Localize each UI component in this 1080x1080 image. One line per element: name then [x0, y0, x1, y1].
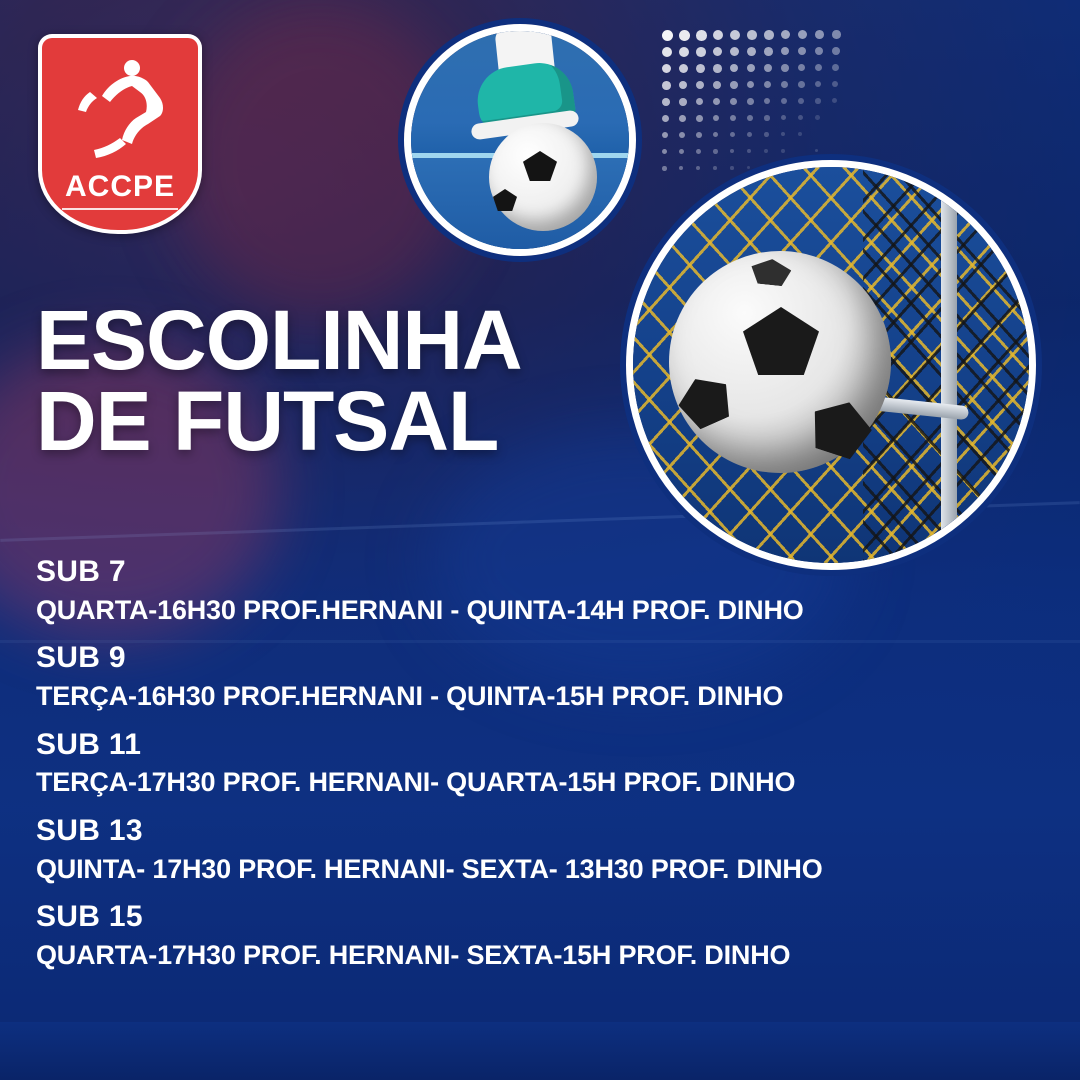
dot [764, 115, 770, 121]
dot [764, 64, 772, 72]
dot [764, 47, 773, 56]
dot [798, 30, 807, 39]
dot [781, 149, 785, 153]
dot [815, 115, 820, 120]
dot [662, 30, 673, 41]
dot [815, 30, 824, 39]
schedule-group [36, 638, 1046, 714]
schedule-category: SUB 9 [36, 641, 126, 675]
dot [713, 30, 723, 40]
dot [713, 115, 719, 121]
dot [679, 81, 687, 89]
dot [713, 149, 718, 154]
dot [781, 132, 785, 136]
dot [696, 64, 705, 73]
logo-shield [38, 34, 202, 234]
schedule-details: QUARTA-16H30 PROF.HERNANI - QUINTA-14H PROF. DINHO [36, 594, 804, 625]
dot [832, 64, 839, 71]
dot [747, 149, 751, 153]
dot [679, 132, 685, 138]
dot [679, 115, 686, 122]
dot [713, 132, 718, 137]
dot [815, 81, 821, 87]
schedule-category: SUB 13 [36, 813, 143, 847]
schedule-group [36, 552, 1046, 628]
schedule-group [36, 897, 1046, 973]
dot [815, 98, 821, 104]
logo-divider [62, 208, 178, 210]
dot [662, 132, 668, 138]
dot [747, 47, 756, 56]
dot [730, 81, 738, 89]
schedule-details: TERÇA-16H30 PROF.HERNANI - QUINTA-15H PROF. DINHO [36, 680, 784, 711]
dot [798, 132, 802, 136]
photo-goal-background [633, 167, 1029, 563]
headline-line-1: ESCOLINHA [36, 293, 522, 387]
goal-post [941, 167, 957, 563]
dot [662, 98, 670, 106]
dot [730, 98, 737, 105]
page-title [36, 293, 676, 468]
dot [781, 64, 789, 72]
dot [662, 149, 667, 154]
schedule-group [36, 811, 1046, 887]
dot [713, 47, 722, 56]
dot [764, 149, 768, 153]
dot [832, 98, 837, 103]
dot [662, 81, 671, 90]
dot [764, 81, 771, 88]
dot [713, 81, 721, 89]
dot [747, 81, 754, 88]
dot [679, 47, 689, 57]
dot [798, 98, 804, 104]
dot [832, 47, 840, 55]
dot [696, 149, 701, 154]
dot [798, 47, 806, 55]
dot [696, 30, 707, 41]
dot [662, 64, 671, 73]
photo-shoe-background [411, 31, 629, 249]
dot [713, 64, 722, 73]
dot [815, 64, 822, 71]
ball-panel [750, 257, 792, 287]
dot [764, 98, 770, 104]
headline-line-2: DE FUTSAL [36, 373, 499, 468]
photo-ball-in-goal [626, 160, 1036, 570]
ball-panel [743, 307, 819, 375]
dot [832, 30, 841, 39]
dot [679, 98, 687, 106]
dot [781, 30, 790, 39]
accpe-logo [38, 34, 202, 234]
bottom-band [0, 1022, 1080, 1080]
dot [730, 149, 734, 153]
dot [713, 98, 720, 105]
dot [764, 132, 769, 137]
dot [730, 30, 740, 40]
dot [798, 81, 805, 88]
dot [696, 132, 702, 138]
dot [798, 64, 805, 71]
photo-shoe-and-ball [404, 24, 636, 256]
dot [747, 30, 757, 40]
photo-small-ball [489, 123, 597, 231]
schedule-details: TERÇA-17H30 PROF. HERNANI- QUARTA-15H PROF. DINHO [36, 767, 796, 798]
dot [815, 47, 823, 55]
dot [730, 64, 738, 72]
dot [662, 47, 672, 57]
athlete-icon [60, 52, 180, 172]
dot [781, 115, 786, 120]
dot-pattern [662, 30, 852, 180]
dot [781, 47, 789, 55]
schedule-list [36, 552, 1046, 984]
schedule-group [36, 725, 1046, 801]
dot [764, 30, 774, 40]
photo-large-ball [669, 251, 891, 473]
dot [798, 115, 803, 120]
dot [747, 98, 754, 105]
dot [747, 132, 752, 137]
schedule-category: SUB 7 [36, 555, 126, 588]
dot [747, 115, 753, 121]
dot [781, 98, 787, 104]
dot [747, 64, 755, 72]
dot [696, 81, 704, 89]
schedule-category: SUB 15 [36, 900, 143, 934]
dot [730, 47, 739, 56]
schedule-category: SUB 11 [36, 727, 142, 761]
dot [679, 64, 688, 73]
dot [696, 98, 703, 105]
dot [696, 115, 703, 122]
dot [832, 81, 838, 87]
schedule-details: QUARTA-17H30 PROF. HERNANI- SEXTA-15H PROF. DINHO [36, 939, 791, 970]
dot [730, 115, 736, 121]
dot [679, 149, 684, 154]
dot [679, 30, 690, 41]
schedule-details: QUINTA- 17H30 PROF. HERNANI- SEXTA- 13H30 PROF. DINHO [36, 853, 823, 884]
dot [815, 149, 818, 152]
logo-text: ACCPE [64, 170, 175, 203]
dot [781, 81, 788, 88]
dot [730, 132, 735, 137]
dot [662, 115, 669, 122]
dot [696, 47, 706, 57]
